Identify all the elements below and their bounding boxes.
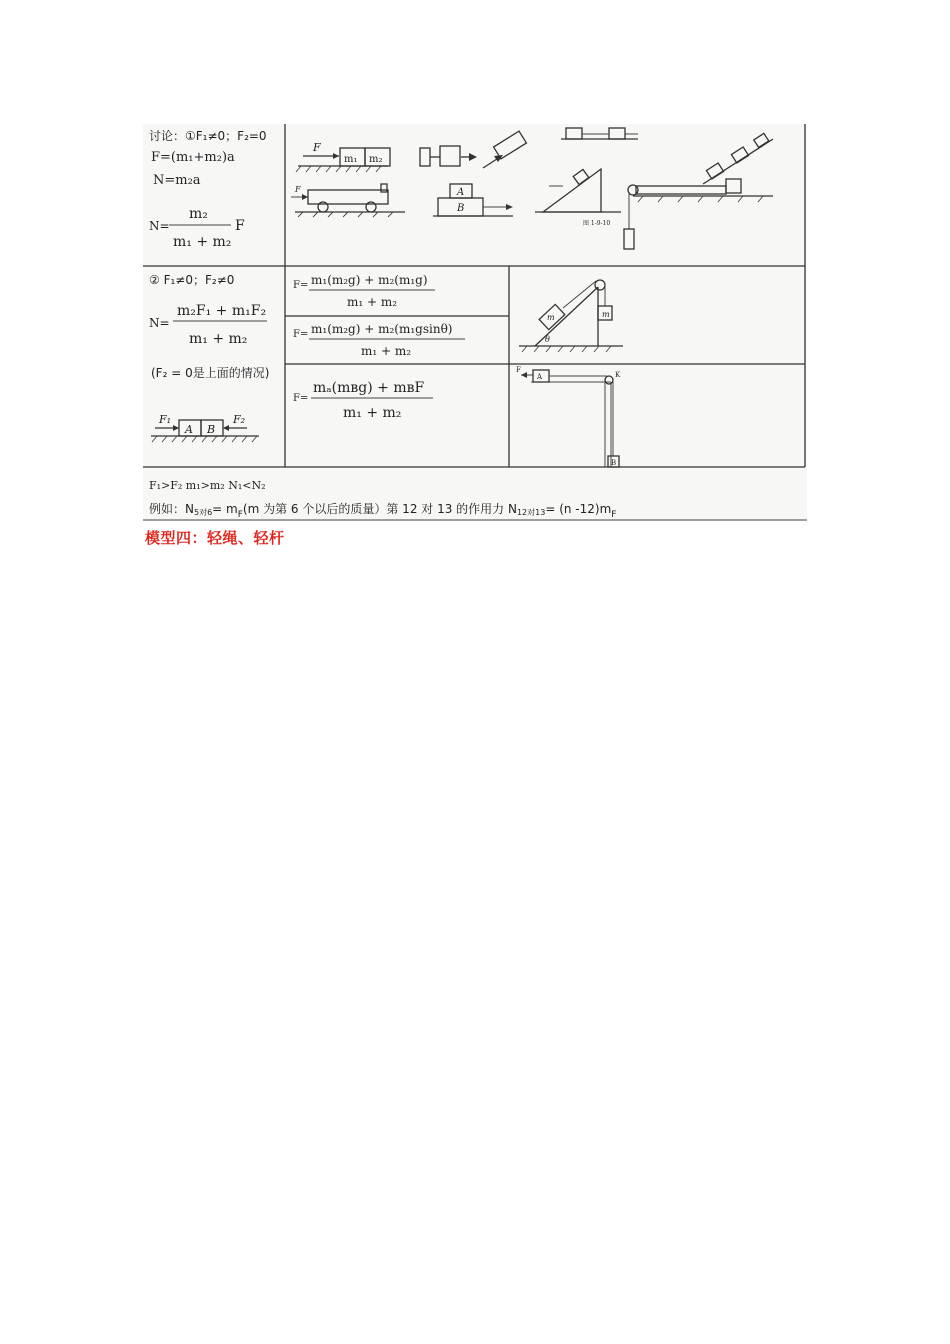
note-text: (F₂ = 0是上面的情况) bbox=[151, 366, 270, 380]
pulley-block-a-label: A bbox=[537, 373, 543, 381]
equation-force: F=(m₁+m₂)a bbox=[151, 150, 235, 165]
equation-normal: N=m₂a bbox=[153, 173, 201, 188]
angle-label: θ bbox=[545, 335, 550, 344]
diagram-table-pulley bbox=[516, 366, 621, 467]
diagram-cart-pulled bbox=[291, 184, 405, 217]
formula-numerator: m₁(m₂g) + m₂(m₁gsinθ) bbox=[311, 322, 453, 336]
pulley-block-b-label: B bbox=[611, 459, 617, 467]
block-b-label: B bbox=[457, 203, 465, 214]
formula-denominator: m₁ + m₂ bbox=[343, 405, 402, 421]
diagram-blocks-on-surface bbox=[561, 128, 638, 139]
mass-1-label: m₁ bbox=[344, 154, 358, 165]
pulley-k-label: K bbox=[615, 371, 621, 379]
table-figure bbox=[143, 124, 807, 521]
fraction-denominator: m₁ + m₂ bbox=[173, 234, 232, 250]
f1-label: F₁ bbox=[159, 413, 172, 426]
incline-block-label: m bbox=[547, 313, 555, 322]
formula-denominator: m₁ + m₂ bbox=[347, 295, 398, 309]
fraction-numerator: m₂F₁ + m₁F₂ bbox=[177, 303, 267, 319]
discussion-text: 讨论：①F₁≠0；F₂=0 bbox=[149, 129, 267, 143]
block-b-label: B bbox=[207, 423, 216, 436]
diagram-stacked-blocks bbox=[433, 184, 513, 216]
fraction-prefix: N= bbox=[149, 316, 170, 330]
formula-3 bbox=[293, 380, 433, 421]
fraction-normal-force bbox=[149, 206, 245, 250]
scanned-table-image bbox=[143, 124, 807, 521]
formula-prefix: F= bbox=[293, 393, 309, 404]
diagram-connected-blocks bbox=[420, 146, 477, 166]
f2-label: F₂ bbox=[233, 413, 246, 426]
section-heading: 模型四：轻绳、轻杆 bbox=[145, 529, 285, 547]
fraction-denominator: m₁ + m₂ bbox=[189, 331, 248, 347]
table-grid bbox=[143, 124, 807, 520]
block-a-label: A bbox=[457, 187, 465, 198]
force-label-cart: F bbox=[295, 185, 301, 194]
hanging-block-label: m bbox=[602, 310, 610, 319]
diagram-two-blocks-pushed bbox=[296, 141, 390, 172]
formula-denominator: m₁ + m₂ bbox=[361, 344, 412, 358]
formula-1 bbox=[293, 273, 435, 309]
diagram-pulley-hanging bbox=[624, 179, 773, 249]
inequality-line: F₁>F₂ m₁>m₂ N₁<N₂ bbox=[149, 479, 266, 492]
fraction-prefix: N= bbox=[149, 219, 170, 233]
formula-numerator: m₁(m₂g) + m₂(m₁g) bbox=[311, 273, 428, 287]
formula-numerator: mₐ(mʙg) + mʙF bbox=[313, 380, 425, 396]
block-a-label: A bbox=[185, 423, 193, 436]
pulley-force-label: F bbox=[516, 366, 521, 374]
example-line: 例如：N5对$6= m_F(m$ 为第 6 个以后的质量）第 12 对 13 的作用力 N12对13= (n $-12)m_F$ bbox=[149, 502, 617, 520]
formula-2 bbox=[293, 322, 465, 358]
diagram-incline-pulley bbox=[519, 280, 623, 352]
mass-2-label: m₂ bbox=[369, 154, 383, 165]
formula-prefix: F= bbox=[293, 280, 309, 291]
diagram-blocks-on-incline bbox=[703, 133, 773, 184]
fraction-suffix: F bbox=[235, 218, 245, 234]
diagram-two-forces bbox=[151, 413, 259, 442]
formula-prefix: F= bbox=[293, 329, 309, 340]
figure-caption: 图 1-9-10 bbox=[583, 220, 611, 227]
case-2-text: ② F₁≠0；F₂≠0 bbox=[149, 273, 235, 287]
fraction-numerator: m₂ bbox=[189, 206, 208, 222]
force-label: F bbox=[313, 141, 321, 154]
diagram-inclined-push bbox=[483, 131, 526, 168]
fraction-case2-normal bbox=[149, 303, 267, 347]
diagram-wedge bbox=[535, 169, 621, 227]
